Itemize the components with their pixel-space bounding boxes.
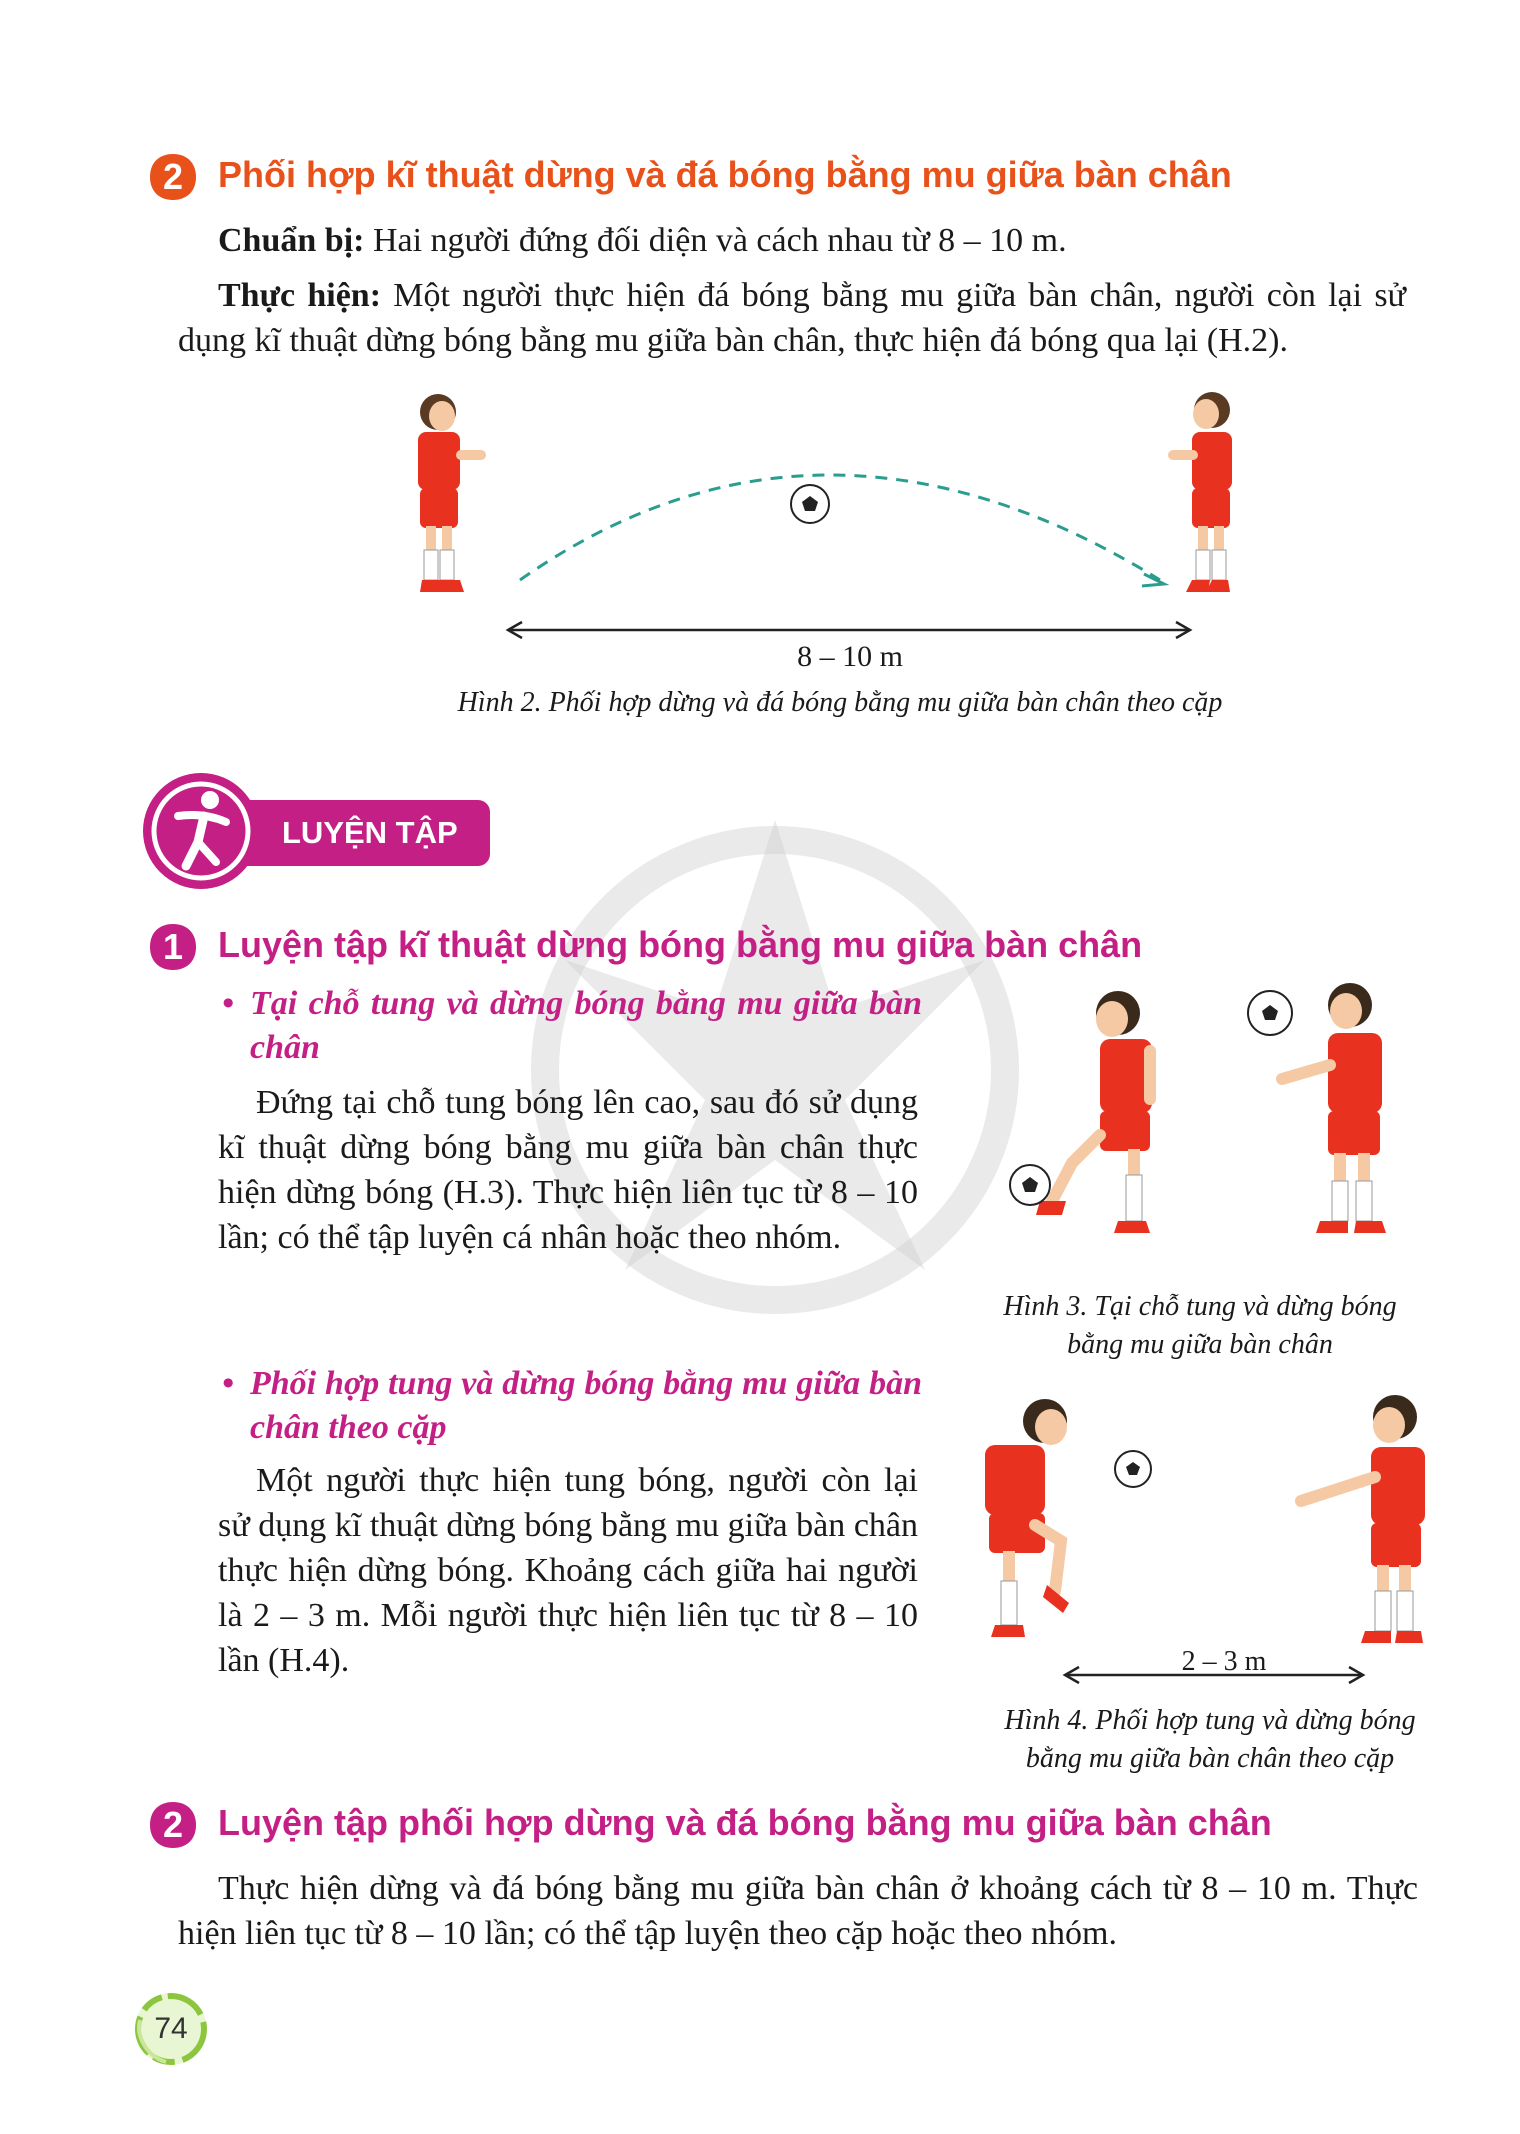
player-left [418, 394, 486, 592]
figure3-caption-line2: bằng mu giữa bàn chân [1067, 1329, 1333, 1360]
bullet1-text: Đứng tại chỗ tung bóng lên cao, sau đó sử dụng kĩ thuật dừng bóng bằng mu giữa bàn chân thực hiện dừng bóng (H.3). Thực hiện liên tục từ 8 – 10 lần; có thể tập luyện cá nhân hoặc theo nhóm. [218, 1084, 918, 1256]
bullet1: • Tại chỗ tung và dừng bóng bằng mu giữa bàn chân [222, 982, 922, 1070]
do-text: Một người thực hiện đá bóng bằng mu giữa bàn chân, người còn lại sử dụng kĩ thuật dừng bóng bằng mu giữa bàn chân, thực hiện đá bóng qua lại (H.2). [178, 277, 1406, 359]
soccer-ball-icon [1115, 1451, 1151, 1487]
do-label: Thực hiện: [218, 277, 382, 314]
figure2-caption: Hình 2. Phối hợp dừng và đá bóng bằng mu giữa bàn chân theo cặp [457, 687, 1223, 718]
bullet2-title: Phối hợp tung và dừng bóng bằng mu giữa bàn chân theo cặp [250, 1365, 922, 1446]
figure4-illustration [975, 1385, 1435, 1685]
player-juggling [1036, 991, 1156, 1233]
figure4-caption-line1: Hình 4. Phối hợp tung và dừng bóng [1004, 1705, 1416, 1736]
practice1-title: Luyện tập kĩ thuật dừng bóng bằng mu giữa bàn chân [218, 924, 1143, 965]
section-title: Phối hợp kĩ thuật dừng và đá bóng bằng mu giữa bàn chân [218, 154, 1232, 195]
prep-label: Chuẩn bị: [218, 222, 365, 259]
figure4-caption-line2: bằng mu giữa bàn chân theo cặp [1025, 1743, 1395, 1774]
do-paragraph [178, 273, 1406, 363]
section-number-badge [148, 152, 198, 202]
soccer-ball-icon [1010, 1165, 1050, 1205]
player-right [1168, 392, 1232, 592]
bullet2: • Phối hợp tung và dừng bóng bằng mu giữa bàn chân theo cặp [222, 1362, 922, 1450]
figure3-illustration [1000, 975, 1420, 1295]
page-number: 74 [154, 2012, 188, 2045]
player-tossing [1282, 983, 1386, 1233]
soccer-ball-icon [791, 485, 829, 523]
prep-paragraph [218, 218, 1418, 263]
practice2-number: 2 [162, 1804, 184, 1845]
practice-banner [140, 770, 500, 890]
practice-banner-label: LUYỆN TẬP [282, 815, 458, 850]
figure2-distance: 8 – 10 m [797, 640, 903, 673]
practice1-number: 1 [162, 926, 184, 967]
figure4-distance: 2 – 3 m [1181, 1646, 1267, 1677]
practice2-text: Thực hiện dừng và đá bóng bằng mu giữa bàn chân ở khoảng cách từ 8 – 10 m. Thực hiện liên tục từ 8 – 10 lần; có thể tập luyện theo cặp hoặc theo nhóm. [178, 1870, 1418, 1952]
soccer-ball-icon [1248, 991, 1292, 1035]
distance-arrow-icon [508, 622, 1190, 638]
page-number-badge [132, 1990, 210, 2068]
figure2-illustration [380, 380, 1280, 660]
section-number: 2 [162, 156, 184, 197]
practice2-title: Luyện tập phối hợp dừng và đá bóng bằng mu giữa bàn chân [218, 1802, 1272, 1843]
player-juggling [985, 1399, 1069, 1637]
bullet1-title: Tại chỗ tung và dừng bóng bằng mu giữa bàn chân [250, 985, 922, 1066]
running-figure-icon [140, 770, 262, 892]
bullet2-text: Một người thực hiện tung bóng, người còn lại sử dụng kĩ thuật dừng bóng bằng mu giữa bàn chân thực hiện dừng bóng. Khoảng cách giữa hai người là 2 – 3 m. Mỗi người thực hiện liên tục từ 8 – 10 lần (H.4). [218, 1462, 918, 1679]
figure3-caption-line1: Hình 3. Tại chỗ tung và dừng bóng [1003, 1291, 1397, 1322]
player-tossing [1301, 1395, 1425, 1643]
practice1-number-badge [148, 922, 198, 972]
prep-text: Hai người đứng đối diện và cách nhau từ 8 – 10 m. [364, 222, 1067, 259]
practice2-number-badge [148, 1800, 198, 1850]
